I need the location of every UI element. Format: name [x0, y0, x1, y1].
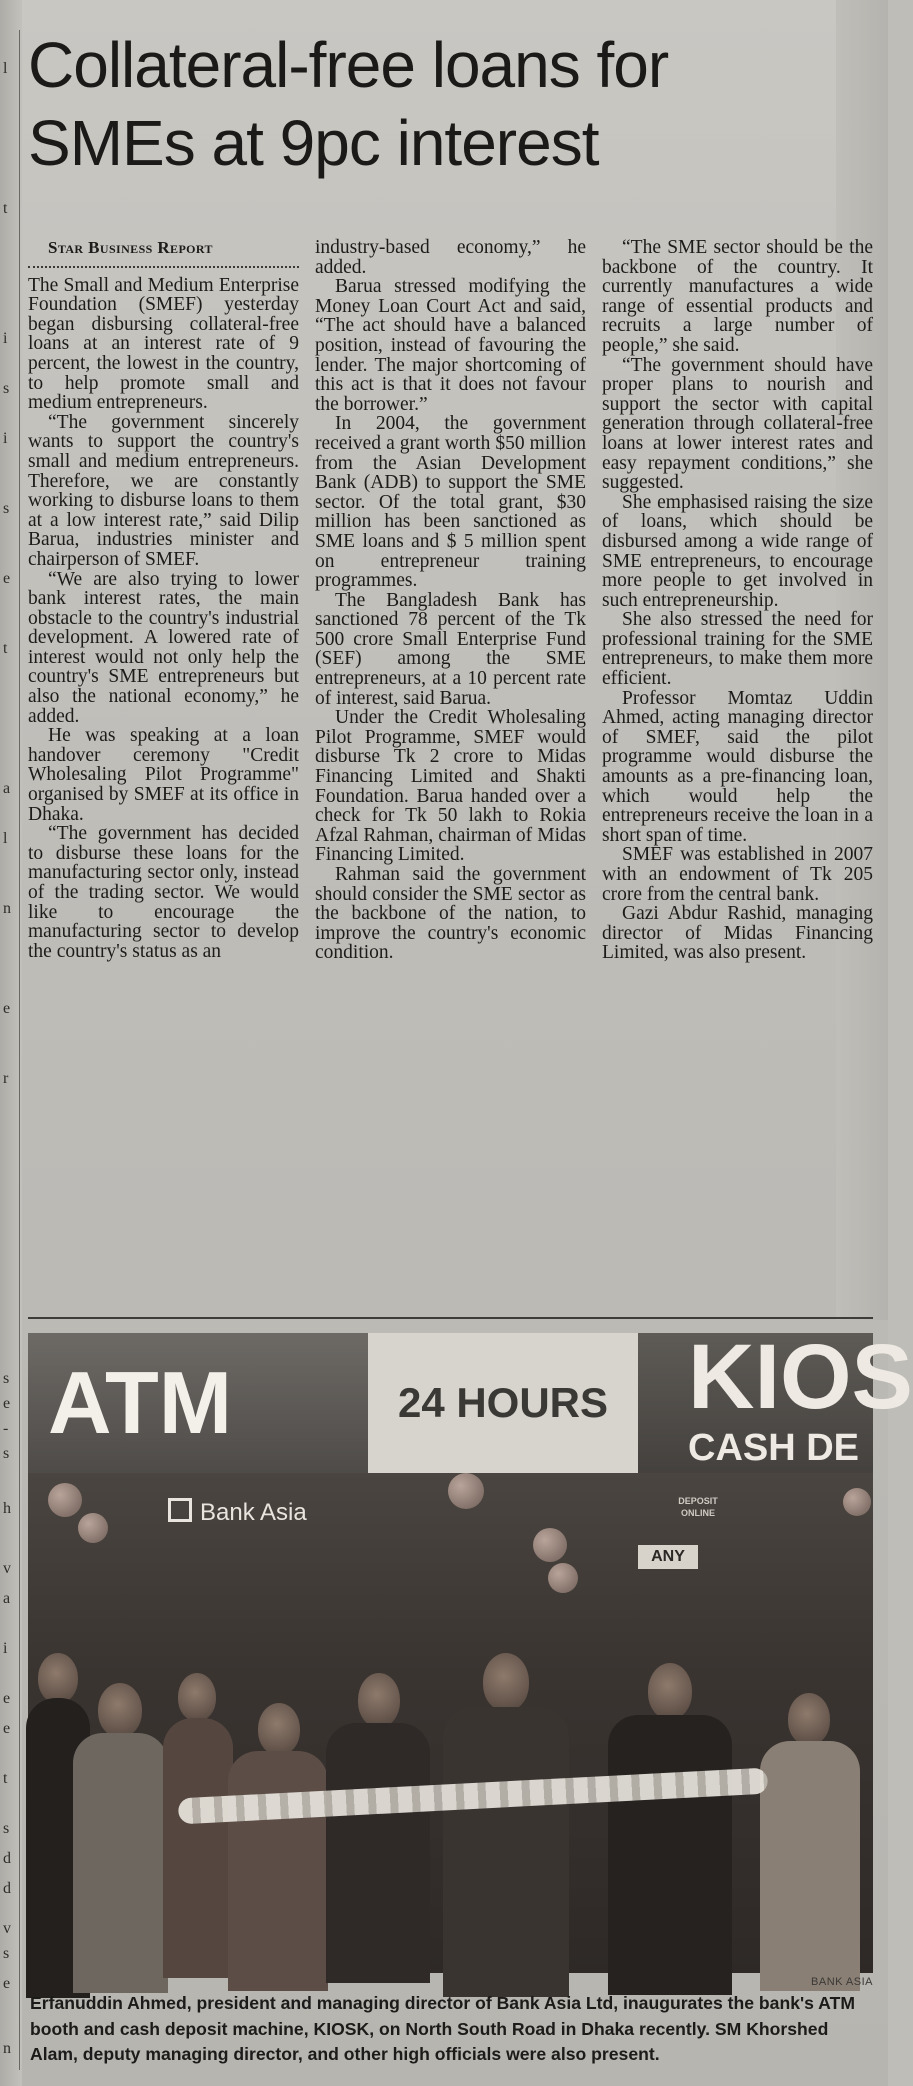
- byline: Star Business Report: [48, 238, 213, 257]
- edge-letter: a: [3, 1590, 11, 1607]
- paragraph: She also stressed the need for professional training for the SME entrepreneurs, to make them more efficient.: [602, 609, 873, 690]
- balloon: [548, 1563, 578, 1593]
- adjacent-column-edge: [0, 0, 22, 2086]
- edge-letter: l: [3, 830, 8, 847]
- paragraph: “The government sincerely wants to support the country's small and medium entrepreneurs. Therefore, we are constantly working to disburse loans to them at a low interest rate,” said Dilip Barua, industries minister and chairperson of SMEF.: [28, 411, 299, 570]
- article-column-2: [315, 238, 586, 1298]
- photo-credit: BANK ASIA: [811, 1976, 873, 1988]
- news-photo: [28, 1326, 913, 1973]
- paragraph: Rahman said the government should consider the SME sector as the backbone of the nation, to improve the country's economic condition.: [315, 864, 586, 964]
- kiosk-sign-subtitle: CASH DE: [688, 1427, 860, 1469]
- edge-letter: s: [3, 380, 10, 397]
- article-column-1: [28, 238, 299, 1298]
- paragraph: Under the Credit Wholesaling Pilot Programme, SMEF would disburse Tk 2 crore to Midas Financing Limited and Shakti Foundation. Barua handed over a check for Tk 50 lakh to Rokia Afzal Rahman, chairman of Midas Financing Limited.: [315, 707, 586, 866]
- paragraph: In 2004, the government received a grant worth $50 million from the Asian Development Bank (ADB) to support the SME sector. Of the total grant, $30 million has been sanctioned as SME loans and $ 5 million spent on entrepreneur training programmes.: [315, 413, 586, 592]
- edge-letter: n: [3, 2040, 11, 2057]
- paragraph: “We are also trying to lower bank interest rates, the main obstacle to the country's industrial development. A lowered rate of interest would not only help the country's SME entrepreneurs but also the national economy,” he added.: [28, 568, 299, 727]
- edge-letter: v: [3, 1560, 11, 1577]
- edge-letter: t: [3, 200, 8, 217]
- byline-divider: [28, 266, 299, 268]
- article-body: [28, 238, 873, 1298]
- edge-letter: t: [3, 640, 8, 657]
- edge-letter: e: [3, 570, 11, 587]
- paragraph: Professor Momtaz Uddin Ahmed, acting managing director of SMEF, said the pilot programme would disburse the amounts as a pre-financing loan, which would help the entrepreneurs receive the loan in a short span of time.: [602, 687, 873, 846]
- deposit-label-bottom: ONLINE: [680, 1508, 715, 1518]
- 24-hours-sign: 24 HOURS: [368, 1333, 638, 1473]
- paragraph: “The SME sector should be the backbone of the country. It currently manufactures a wide range of essential products and recruits a large number of people,” she said.: [602, 237, 873, 356]
- article-column-3: [602, 238, 873, 1298]
- edge-letter: e: [3, 1690, 11, 1707]
- paragraph: He was speaking at a loan handover ceremony "Credit Wholesaling Pilot Programme" organised by SMEF at its office in Dhaka.: [28, 725, 299, 825]
- paragraph: “The government should have proper plans to nourish and support the sector with capital generation through collateral-free loans at lower interest rates and easy repayment conditions,” she suggested.: [602, 354, 873, 494]
- edge-letter: d: [3, 1850, 11, 1867]
- edge-letter: i: [3, 1640, 8, 1657]
- edge-letter: e: [3, 1975, 11, 1992]
- balloon: [533, 1528, 567, 1562]
- column-rule: [19, 30, 20, 2070]
- paragraph: “The government has decided to disburse these loans for the manufacturing sector only, instead of the trading sector. We would like to encourage the manufacturing sector to develop the country's status as an: [28, 823, 299, 962]
- paragraph: The Small and Medium Enterprise Foundation (SMEF) yesterday began disbursing collateral-free loans at an interest rate of 9 percent, the lowest in the country, to help promote small and medium entrepreneurs.: [28, 274, 299, 414]
- deposit-online-label: [653, 1495, 743, 1531]
- edge-letter: e: [3, 1720, 11, 1737]
- kiosk-sign-title: KIOS: [688, 1326, 913, 1428]
- deposit-label-top: DEPOSIT: [678, 1496, 718, 1506]
- edge-letter: e: [3, 1395, 11, 1412]
- balloon: [48, 1483, 82, 1517]
- edge-letter: i: [3, 330, 8, 347]
- edge-letter: s: [3, 1445, 10, 1462]
- section-divider: [28, 1317, 873, 1319]
- any-tag: ANY: [638, 1545, 698, 1569]
- edge-letter: s: [3, 1370, 10, 1387]
- edge-letter: d: [3, 1880, 11, 1897]
- photo-caption: Erfanuddin Ahmed, president and managing director of Bank Asia Ltd, inaugurates the bank's ATM booth and cash deposit machine, KIOSK, on North South Road in Dhaka recently. SM Khorshed Alam, deputy managing director, and other high officials were also present.: [30, 1993, 855, 2064]
- edge-letter: e: [3, 1000, 11, 1017]
- paragraph: Barua stressed modifying the Money Loan Court Act and said, “The act should have a balanced position, instead of favouring the lender. The major shortcoming of this act is that it does not favour the borrower.”: [315, 276, 586, 415]
- edge-letter: s: [3, 1945, 10, 1962]
- edge-letter: s: [3, 1820, 10, 1837]
- edge-letter: a: [3, 780, 11, 797]
- atm-sign: ATM: [28, 1333, 368, 1473]
- balloon: [843, 1488, 871, 1516]
- paragraph: She emphasised raising the size of loans, which should be disbursed among a wide range of SME entrepreneurs, to encourage more people to get involved in such entrepreneurship.: [602, 491, 873, 611]
- bank-asia-banner: [168, 1493, 468, 1533]
- edge-letter: v: [3, 1920, 11, 1937]
- edge-letter: i: [3, 430, 8, 447]
- edge-letter: s: [3, 500, 10, 517]
- edge-letter: n: [3, 900, 11, 917]
- paragraph: industry-based economy,” he added.: [315, 237, 586, 278]
- edge-letter: l: [3, 60, 8, 77]
- edge-letter: t: [3, 1770, 8, 1787]
- paragraph: SMEF was established in 2007 with an endowment of Tk 205 crore from the central bank.: [602, 844, 873, 905]
- edge-letter: h: [3, 1500, 11, 1517]
- paragraph: Gazi Abdur Rashid, managing director of Midas Financing Limited, was also present.: [602, 903, 873, 964]
- bank-asia-banner-text: Bank Asia: [200, 1499, 307, 1526]
- headline: Collateral-free loans for SMEs at 9pc interest: [28, 29, 669, 179]
- balloon: [78, 1513, 108, 1543]
- edge-letter: r: [3, 1070, 9, 1087]
- bank-asia-logo-icon: [168, 1498, 192, 1522]
- paragraph: The Bangladesh Bank has sanctioned 78 percent of the Tk 500 crore Small Enterprise Fund (SEF) among the SME entrepreneurs, at a 10 percent rate of interest, said Barua.: [315, 589, 586, 709]
- edge-letter: -: [3, 1420, 9, 1437]
